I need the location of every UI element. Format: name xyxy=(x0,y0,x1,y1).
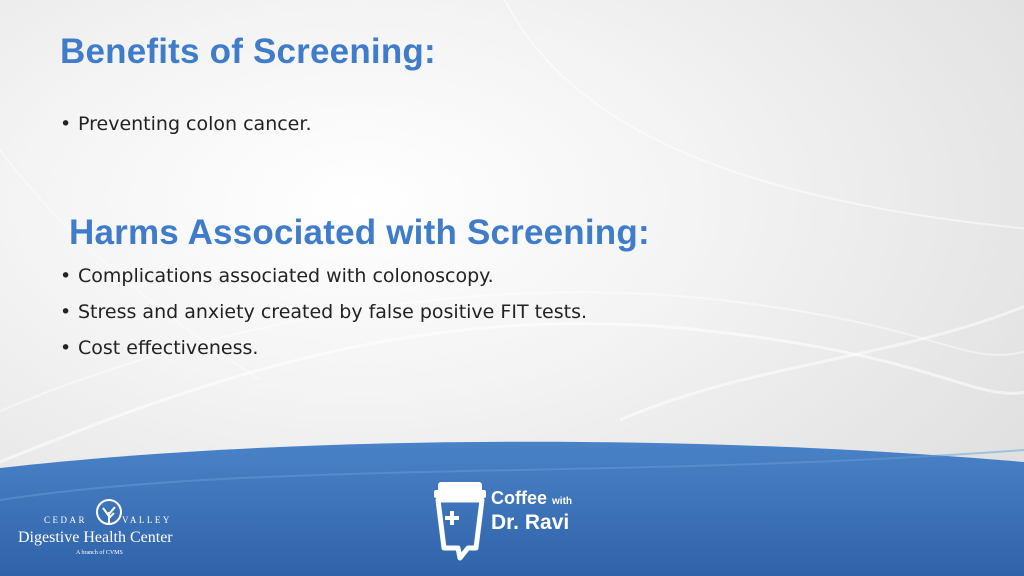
list-item: • Stress and anxiety created by false positive FIT tests. xyxy=(58,300,587,324)
coffee-cup-icon xyxy=(430,476,490,562)
list-item: • Cost effectiveness. xyxy=(58,336,587,360)
harms-heading: Harms Associated with Screening: xyxy=(69,213,650,252)
tree-logo-icon xyxy=(92,498,126,528)
benefits-list xyxy=(58,112,311,136)
logo-org-name: Digestive Health Center xyxy=(18,529,173,546)
list-item: • Complications associated with colonoscopy. xyxy=(58,264,587,288)
logo-valley-text: VALLEY xyxy=(122,515,172,525)
logo-cedar-text: CEDAR xyxy=(44,515,88,525)
list-item: • Preventing colon cancer. xyxy=(58,112,311,136)
logo-coffee-text: Coffee with xyxy=(491,488,573,508)
logo-host-text: Dr. Ravi xyxy=(491,511,570,534)
digestive-health-center-logo xyxy=(14,498,184,568)
coffee-with-dr-ravi-logo xyxy=(430,476,600,562)
logo-tagline: A branch of CVMS xyxy=(76,550,123,556)
logo-with-text: with xyxy=(552,496,573,507)
harms-list xyxy=(58,264,587,372)
benefits-heading: Benefits of Screening: xyxy=(60,32,436,71)
